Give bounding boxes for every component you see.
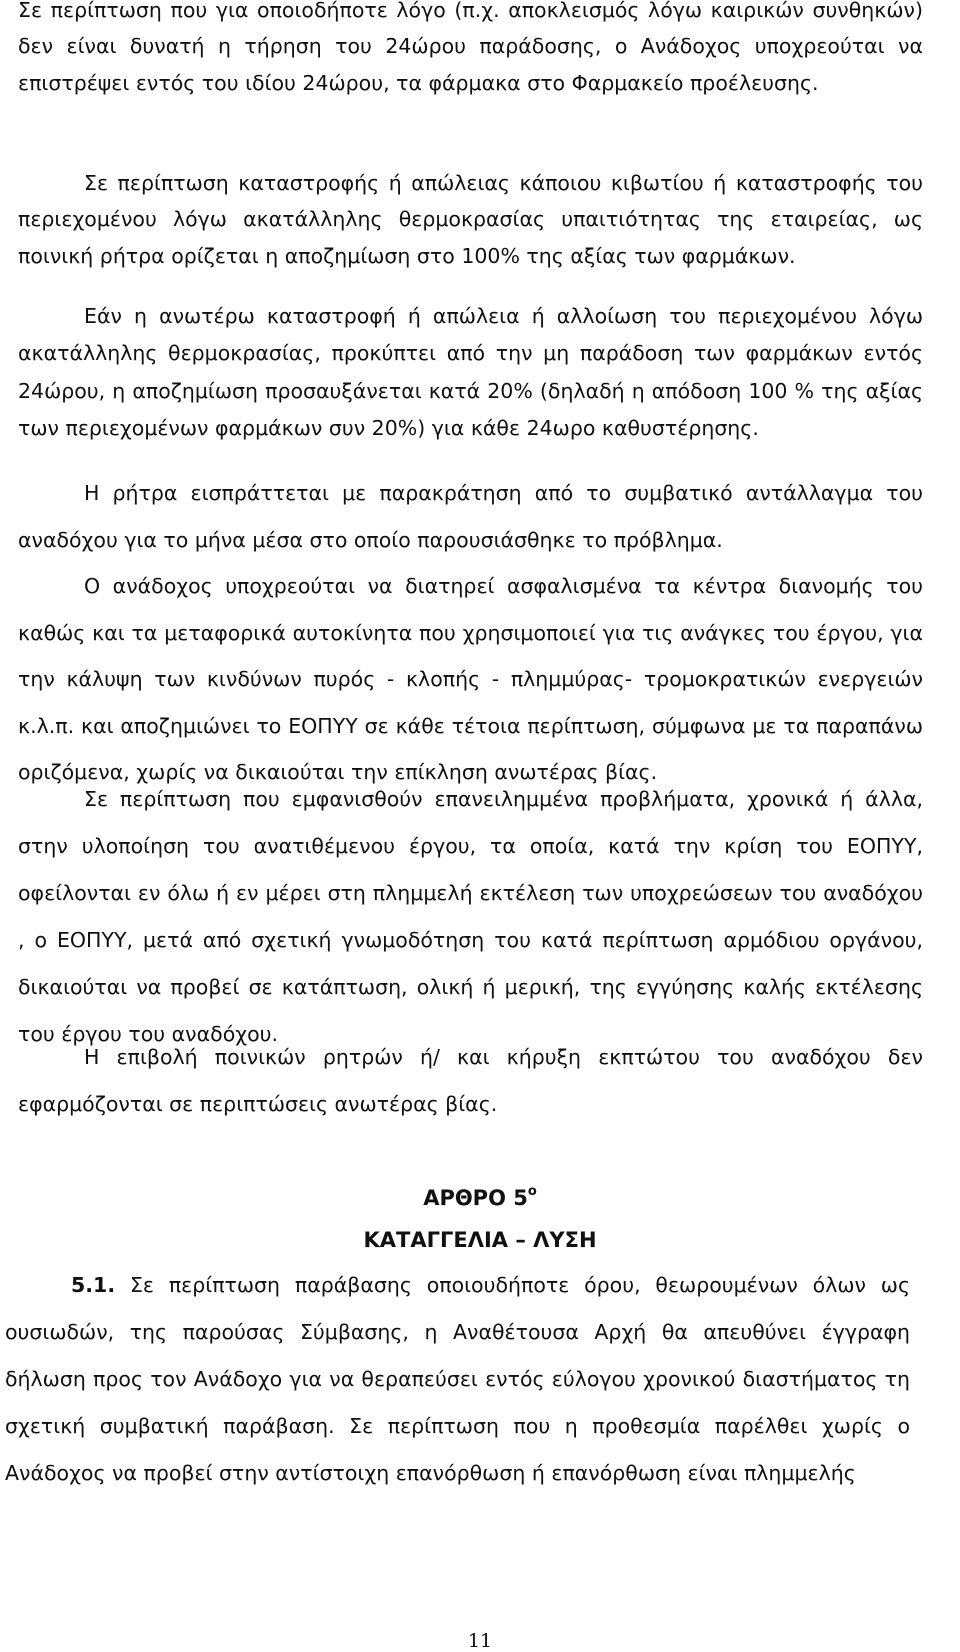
- article-heading: [0, 1180, 960, 1216]
- paragraph-penalty-withholding: Η ρήτρα εισπράττεται με παρακράτηση από το συμβατικό αντάλλαγμα του αναδόχου για το μήνα μέσα στο οποίο παρουσιάσθηκε το πρόβλημα.: [18, 481, 923, 552]
- page-number: 11: [467, 1630, 493, 1652]
- clause-5-1: [5, 1262, 910, 1497]
- paragraph-force-majeure: Η επιβολή ποινικών ρητρών ή/ και κήρυξη εκπτώτου του αναδόχου δεν εφαρμόζονται σε περιπτώσεις ανωτέρας βίας.: [18, 1045, 923, 1116]
- clause-number: 5.1.: [71, 1273, 116, 1297]
- article-heading-text: ΑΡΘΡΟ 5: [423, 1186, 528, 1210]
- paragraph-guarantee-forfeiture: Σε περίπτωση που εμφανισθούν επανειλημμένα προβλήματα, χρονικά ή άλλα, στην υλοποίηση του ανατιθέμενου έργου, τα οποία, κατά την κρίση του ΕΟΠΥΥ, οφείλονται εν όλω ή εν μέρει στη πλημμελή εκτέλεση των υποχρεώσεων του αναδόχου , ο ΕΟΠΥΥ, μετά από σχετική γνωμοδότηση του κατά περίπτωση αρμόδιου οργάνου, δικαιούται να προβεί σε κατάπτωση, ολική ή μερική, της εγγύησης καλής εκτέλεσης του έργου του αναδόχου.: [18, 787, 923, 1046]
- article-title: ΚΑΤΑΓΓΕΛΙΑ – ΛΥΣΗ: [363, 1228, 597, 1252]
- paragraph-loss-penalty: Σε περίπτωση καταστροφής ή απώλειας κάποιου κιβωτίου ή καταστροφής του περιεχομένου λόγω ακατάλληλης θερμοκρασίας υπαιτιότητας της εταιρείας, ως ποινική ρήτρα ορίζεται η αποζημίωση στο 100% της αξίας των φαρμάκων.: [18, 171, 923, 268]
- paragraph-insurance-obligation: Ο ανάδοχος υποχρεούται να διατηρεί ασφαλισμένα τα κέντρα διανομής του καθώς και τα μεταφορικά αυτοκίνητα που χρησιμοποιεί για τις ανάγκες του έργου, για την κάλυψη των κινδύνων πυρός - κλοπής - πλημμύρας- τρομοκρατικών ενεργειών κ.λ.π. και αποζημιώνει το ΕΟΠΥΥ σε κάθε τέτοια περίπτωση, σύμφωνα με τα παραπάνω οριζόμενα, χωρίς να δικαιούται την επίκληση ανωτέρας βίας.: [18, 574, 923, 784]
- paragraph-delay-surcharge: Εάν η ανωτέρω καταστροφή ή απώλεια ή αλλοίωση του περιεχομένου λόγω ακατάλληλης θερμοκρασίας, προκύπτει από την μη παράδοση των φαρμάκων εντός 24ώρου, η αποζημίωση προσαυξάνεται κατά 20% (δηλαδή η απόδοση 100 % της αξίας των περιεχομένων φαρμάκων συν 20%) για κάθε 24ωρο καθυστέρησης.: [18, 304, 923, 440]
- paragraph-24h-return: Σε περίπτωση που για οποιοδήποτε λόγο (π.χ. αποκλεισμός λόγω καιρικών συνθηκών) δεν είναι δυνατή η τήρηση του 24ώρου παράδοσης, ο Ανάδοχος υποχρεούται να επιστρέψει εντός του ιδίου 24ώρου, τα φάρμακα στο Φαρμακείο προέλευσης.: [18, 0, 923, 95]
- clause-text: Σε περίπτωση παράβασης οποιουδήποτε όρου, θεωρουμένων όλων ως ουσιωδών, της παρούσας Σύμβασης, η Αναθέτουσα Αρχή θα απευθύνει έγγραφη δήλωση προς τον Ανάδοχο για να θεραπεύσει εντός εύλογου χρονικού διαστήματος τη σχετική συμβατική παράβαση. Σε περίπτωση που η προθεσμία παρέλθει χωρίς ο Ανάδοχος να προβεί στην αντίστοιχη επανόρθωση ή επανόρθωση είναι πλημμελής: [5, 1273, 910, 1485]
- article-heading-superscript: ο: [527, 1184, 537, 1199]
